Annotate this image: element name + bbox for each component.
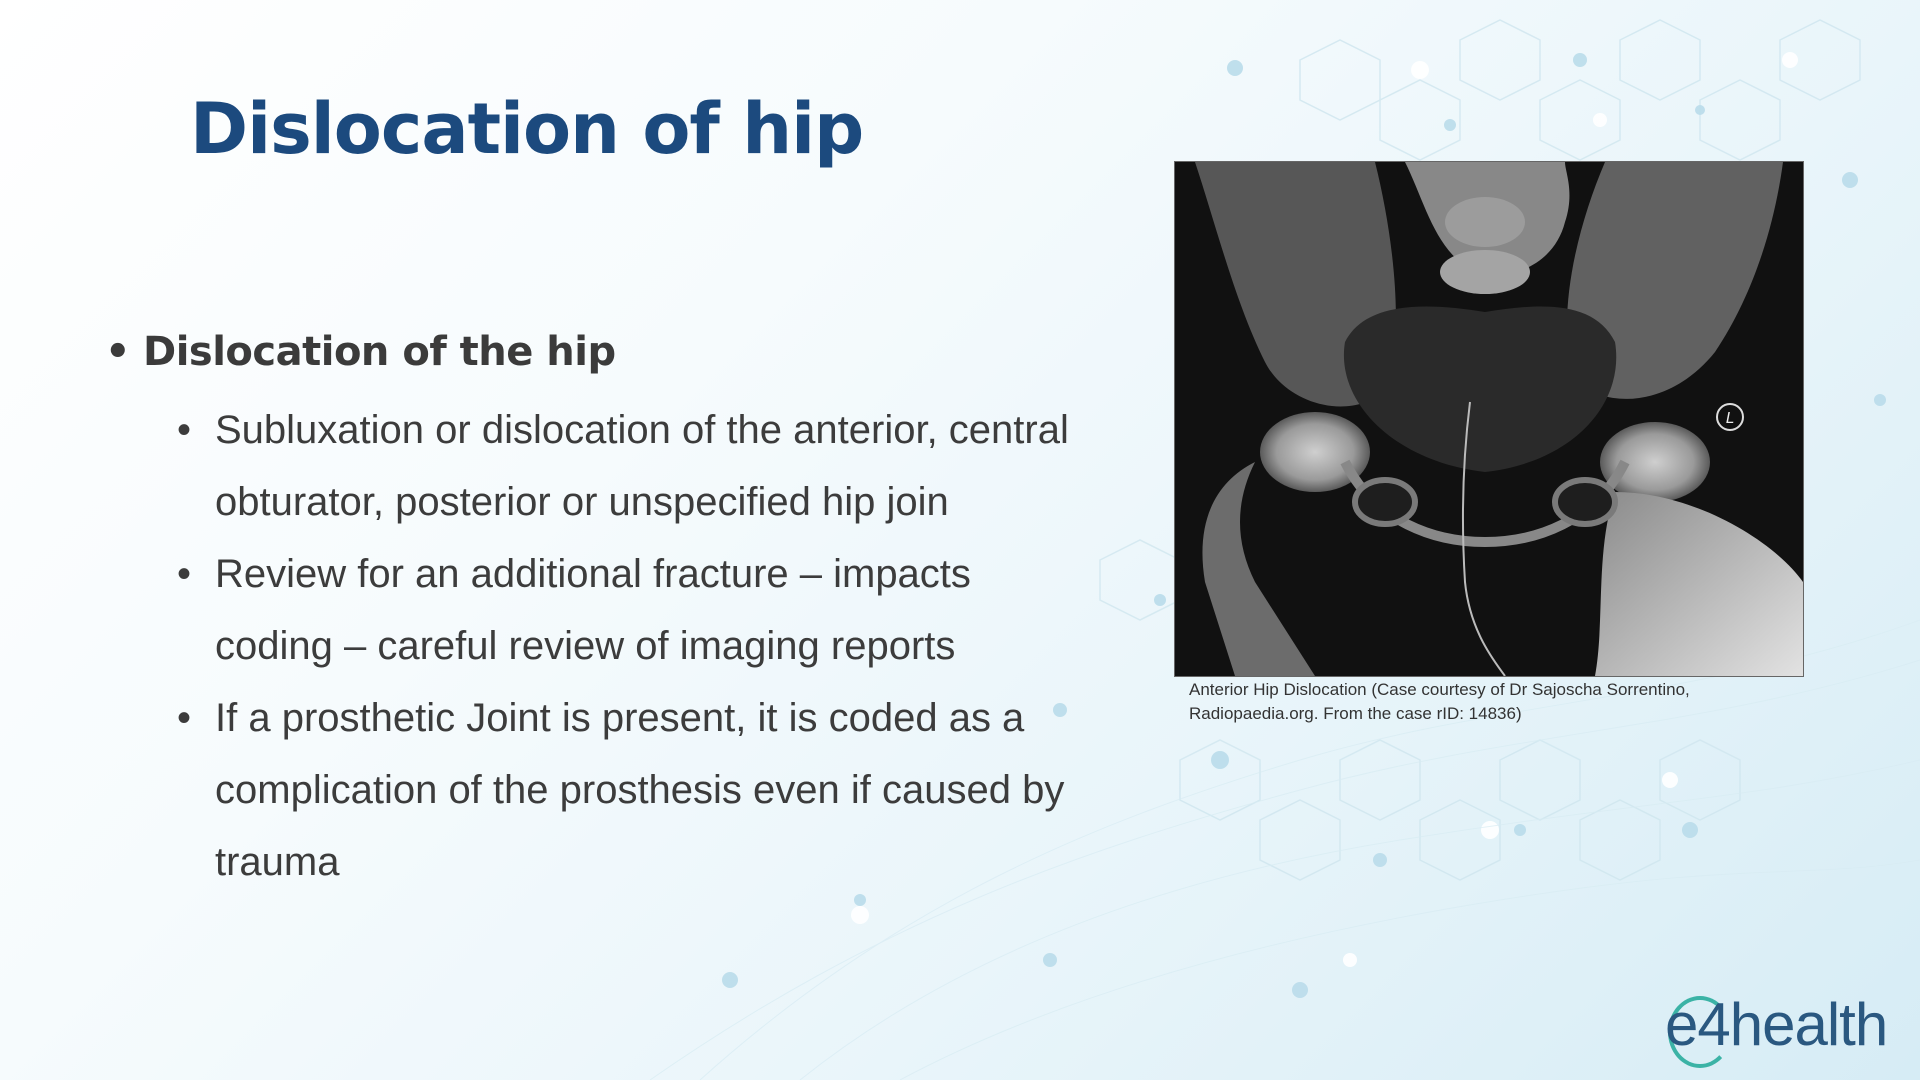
- sub-bullet-text: Subluxation or dislocation of the anterior, central obturator, posterior or unspecified hip join: [215, 408, 1069, 524]
- xray-side-marker: L: [1725, 409, 1735, 427]
- sub-bullet-item: [177, 538, 1075, 682]
- bullet-dot: •: [177, 552, 192, 596]
- pelvis-xray-illustration: [1175, 162, 1803, 676]
- bullet-dot: •: [105, 329, 131, 375]
- slide-title: Dislocation of hip: [190, 88, 864, 170]
- image-caption: [1189, 678, 1749, 726]
- sub-bullet-item: [177, 682, 1075, 898]
- caption-line-2: Radiopaedia.org. From the case rID: 14836): [1189, 704, 1522, 723]
- sub-bullet-text: Review for an additional fracture – impacts coding – careful review of imaging reports: [215, 552, 971, 668]
- xray-image: [1174, 161, 1804, 677]
- main-bullet-text: Dislocation of the hip: [143, 329, 616, 375]
- bullet-dot: •: [177, 696, 192, 740]
- caption-line-1: Anterior Hip Dislocation (Case courtesy of Dr Sajoscha Sorrentino,: [1189, 680, 1690, 699]
- bullet-dot: •: [177, 408, 192, 452]
- company-logo: e4health: [1665, 991, 1888, 1058]
- sub-bullet-text: If a prosthetic Joint is present, it is coded as a complication of the prosthesis even if caused by trauma: [215, 696, 1065, 884]
- bullet-list: [105, 322, 1105, 898]
- main-bullet: [105, 322, 1105, 382]
- sub-bullet-list: [177, 394, 1105, 898]
- sub-bullet-item: [177, 394, 1075, 538]
